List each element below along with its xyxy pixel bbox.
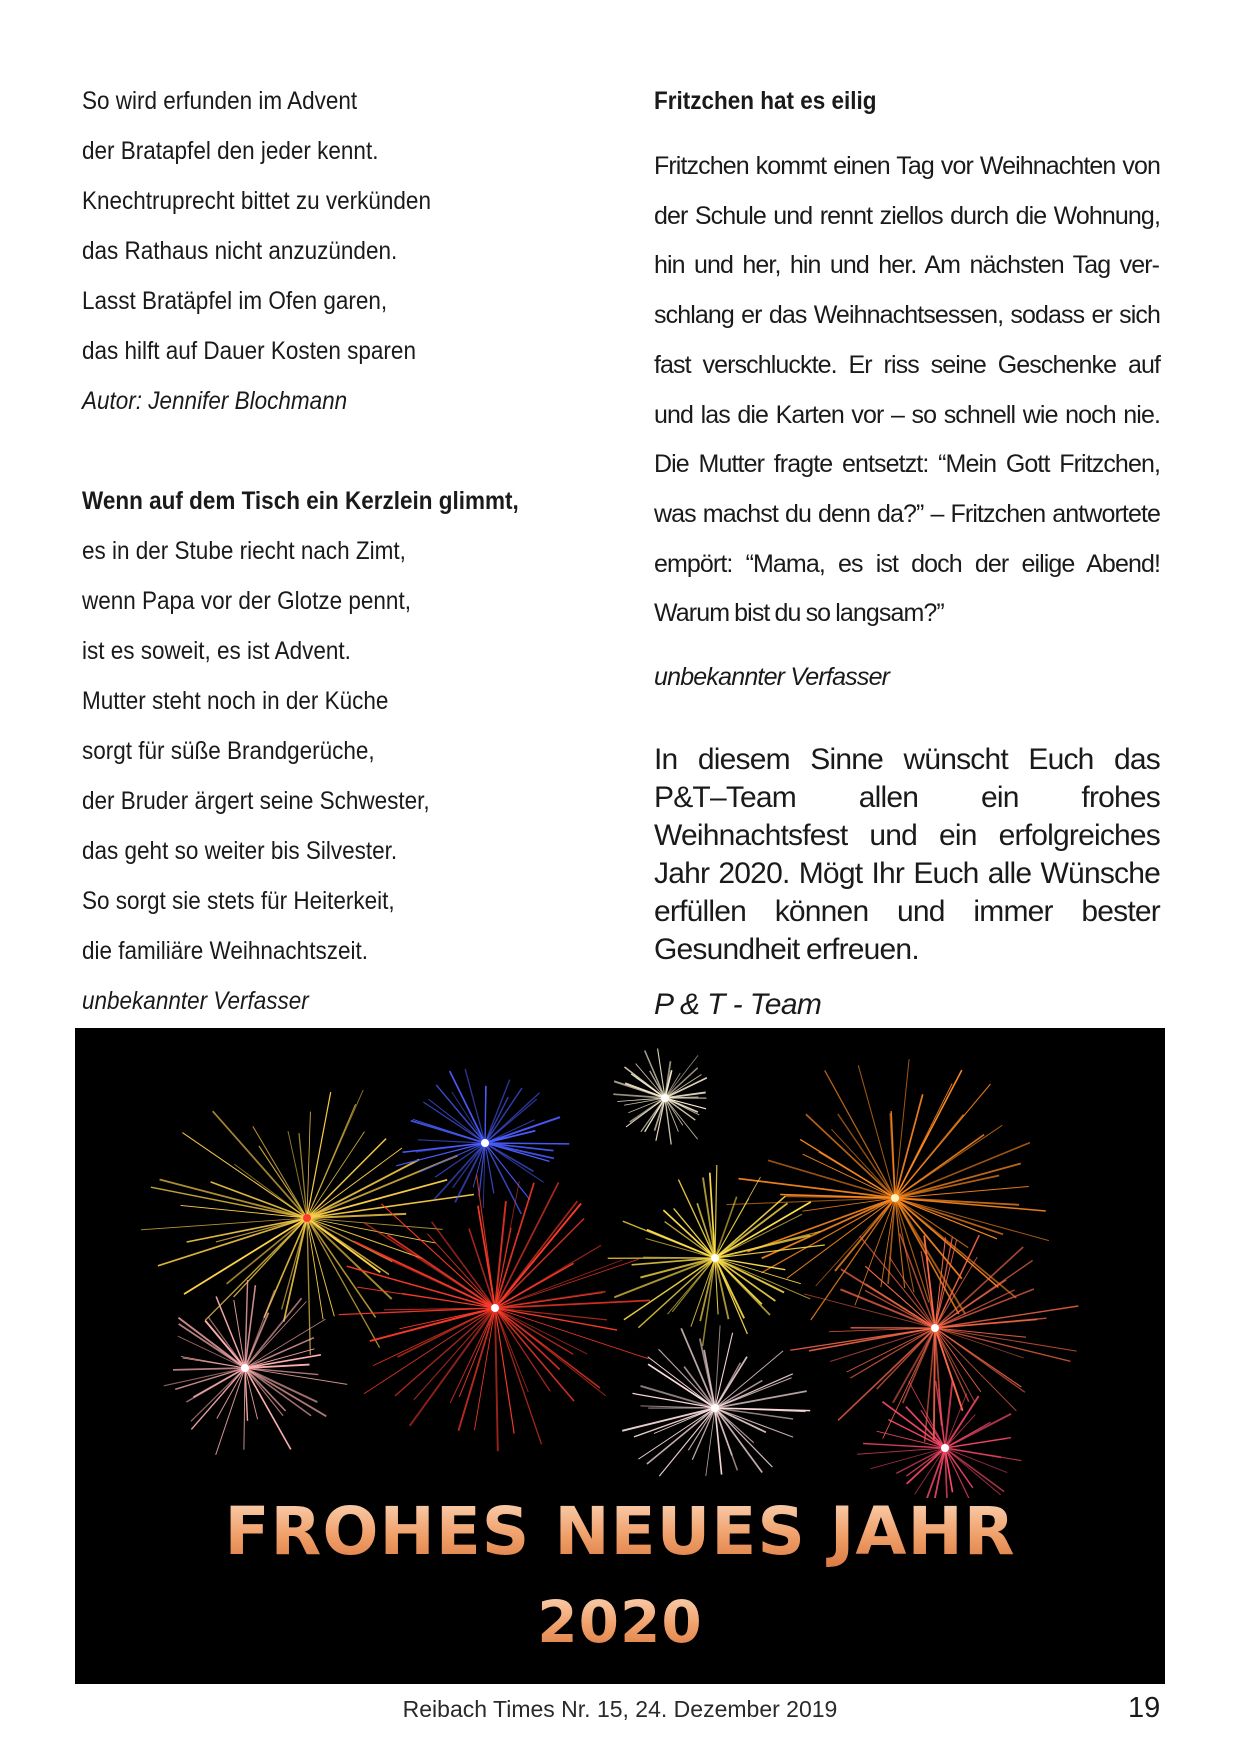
poem-line: der Bratapfel den jeder kennt. (82, 137, 379, 165)
poem-line: wenn Papa vor der Glotze pennt, (82, 587, 411, 615)
footer-publication: Reibach Times Nr. 15, 24. Dezember 2019 (402, 1696, 838, 1722)
poem-author: Autor: Jennifer Blochmann (82, 387, 348, 415)
poem-kerzlein (82, 476, 622, 1026)
team-signature: P & T - Team (654, 988, 822, 1022)
poem-author: unbekannter Verfasser (82, 987, 309, 1015)
story-title: Fritzchen hat es eilig (654, 87, 877, 115)
new-year-banner (75, 1028, 1165, 1684)
poem-line: Lasst Bratäpfel im Ofen garen, (82, 287, 388, 315)
poem-line: das Rathaus nicht anzuzünden. (82, 237, 398, 265)
poem-line: das geht so weiter bis Silvester. (82, 837, 398, 865)
holiday-wish: In diesem Sinne wünscht Euch das P&T–Team allen ein frohes Weihnachtsfest und ein erfolgreiches Jahr 2020. Mögt Ihr Euch alle Wünsche erfüllen können und immer bester Gesundheit erfreuen. (654, 743, 1160, 967)
firework-burst (857, 1380, 1021, 1498)
firework-burst (396, 1069, 569, 1214)
firework-burst (141, 1090, 474, 1355)
poem-line: Knechtruprecht bittet zu verkünden (82, 187, 431, 215)
poem-line: ist es soweit, es ist Advent. (82, 637, 351, 665)
poem-line: So wird erfunden im Advent (82, 87, 358, 115)
poem-line: sorgt für süße Brandgerüche, (82, 737, 375, 765)
poem-line: die familiäre Weihnachtszeit. (82, 937, 368, 965)
poem-line: So sorgt sie stets für Heiterkeit, (82, 887, 395, 915)
firework-burst (790, 1234, 1078, 1442)
firework-burst (164, 1280, 347, 1455)
firework-burst (726, 1059, 1049, 1320)
left-column (82, 76, 622, 1026)
poem-title: Wenn auf dem Tisch ein Kerzlein glimmt, (82, 487, 519, 515)
banner-year: 2020 (75, 1588, 1165, 1656)
poem-line: es in der Stube riecht nach Zimt, (82, 537, 406, 565)
firework-burst (339, 1175, 650, 1452)
page-number: 19 (1128, 1692, 1161, 1724)
right-column (654, 76, 1160, 1025)
poem-bratapfel (82, 76, 622, 426)
firework-burst (613, 1049, 707, 1145)
story-text: Fritzchen kommt einen Tag vor Weihnachten von der Schule und rennt ziellos durch die Wohnung, hin und her, hin und her. Am nächsten Tag verschlang er das Weihnachtsessen, sodass er sich fast verschluckte. Er riss seine Geschenke auf und las die Karten vor – so schnell wie noch nie. Die Mutter fragte entsetzt: “Mein Gott Fritzchen, was machst du denn da?” – Fritzchen antwortete empört: “Mama, es ist doch der eilige Abend! Warum bist du so langsam?” (654, 152, 1160, 628)
poem-line: Mutter steht noch in der Küche (82, 687, 389, 715)
poem-line: der Bruder ärgert seine Schwester, (82, 787, 430, 815)
story-author: unbekannter Verfasser (654, 663, 890, 692)
fireworks-image (75, 1028, 1165, 1498)
poem-line: das hilft auf Dauer Kosten sparen (82, 337, 416, 365)
firework-burst (622, 1325, 810, 1476)
banner-headline: FROHES NEUES JAHR (75, 1493, 1165, 1570)
